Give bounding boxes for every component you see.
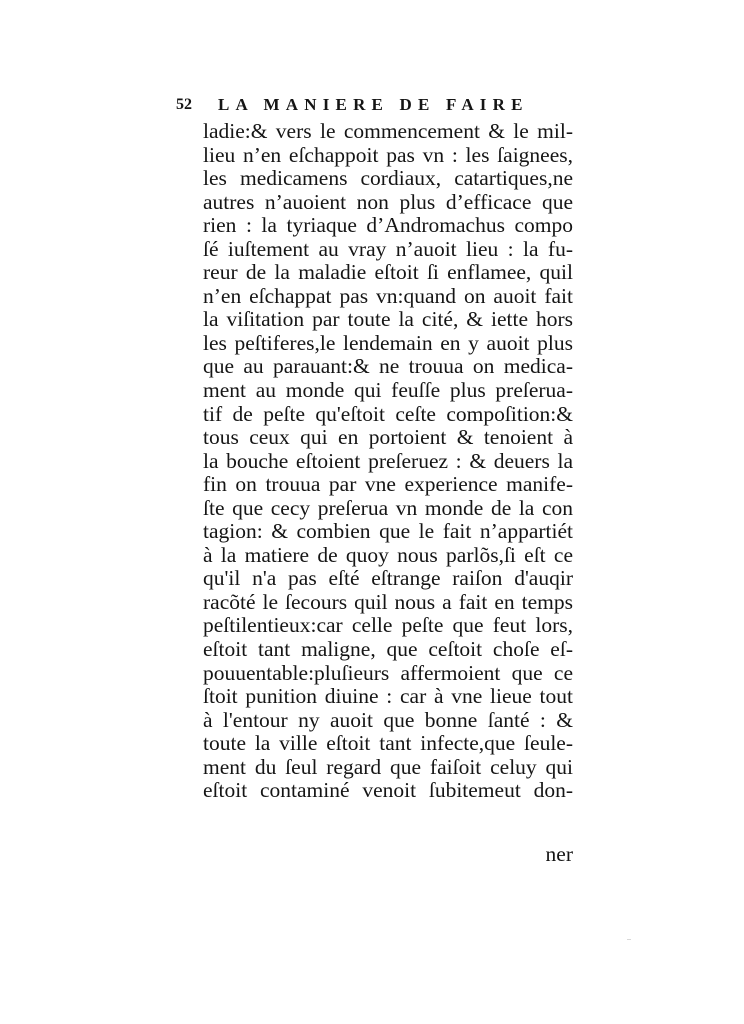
text-line: pouuentable:pluſieurs affermoient que ce: [203, 661, 573, 685]
text-line: ſtoit punition diuine : car à vne lieue tout: [203, 685, 573, 709]
text-line: reur de la maladie eſtoit ſi enflamee, quil: [203, 261, 573, 285]
text-line: autres n’auoient non plus d’efficace que: [203, 190, 573, 214]
text-line: fin on trouua par vne experience manife-: [203, 473, 573, 497]
text-line: toute la ville eſtoit tant infecte,que ſeule-: [203, 732, 573, 756]
text-line: ment au monde qui feuſſe plus preſerua-: [203, 379, 573, 403]
text-line: la viſitation par toute la cité, & iette hors: [203, 308, 573, 332]
text-line: tous ceux qui en portoient & tenoient à: [203, 426, 573, 450]
text-line: ſte que cecy preſerua vn monde de la con: [203, 496, 573, 520]
text-line: tif de peſte qu'eſtoit ceſte compoſition:&: [203, 402, 573, 426]
paper-speck: [627, 939, 631, 940]
text-line: les peſtiferes,le lendemain en y auoit plus: [203, 331, 573, 355]
page-number: 52: [176, 96, 192, 113]
text-line: qu'il n'a pas eſté eſtrange raiſon d'auqir: [203, 567, 573, 591]
text-line: que au parauant:& ne trouua on medica-: [203, 355, 573, 379]
text-line: la bouche eſtoient preſeruez : & deuers la: [203, 449, 573, 473]
catchword: ner: [545, 842, 573, 866]
text-line: eſtoit contaminé venoit ſubitemeut don-: [203, 779, 573, 803]
text-line: ment du ſeul regard que faiſoit celuy qui: [203, 755, 573, 779]
body-text: [203, 120, 573, 803]
running-head: [176, 94, 536, 116]
text-line: racõté le ſecours quil nous a fait en temps: [203, 590, 573, 614]
text-line: ſé iuſtement au vray n’auoit lieu : la fu-: [203, 237, 573, 261]
text-line: à la matiere de quoy nous parlõs,ſi eſt ce: [203, 543, 573, 567]
text-line: peſtilentieux:car celle peſte que feut lors,: [203, 614, 573, 638]
text-line: rien : la tyriaque d’Andromachus compo: [203, 214, 573, 238]
text-line: eſtoit tant maligne, que ceſtoit choſe eſ-: [203, 638, 573, 662]
text-line: ladie:& vers le commencement & le mil-: [203, 120, 573, 143]
text-line: lieu n’en eſchappoit pas vn : les ſaignees,: [203, 143, 573, 167]
running-head-title: LA MANIERE DE FAIRE: [218, 95, 529, 114]
text-line: n’en eſchappat pas vn:quand on auoit fait: [203, 284, 573, 308]
text-line: les medicamens cordiaux, catartiques,ne: [203, 167, 573, 191]
text-line: à l'entour ny auoit que bonne ſanté : &: [203, 708, 573, 732]
text-line: tagion: & combien que le fait n’appartiét: [203, 520, 573, 544]
